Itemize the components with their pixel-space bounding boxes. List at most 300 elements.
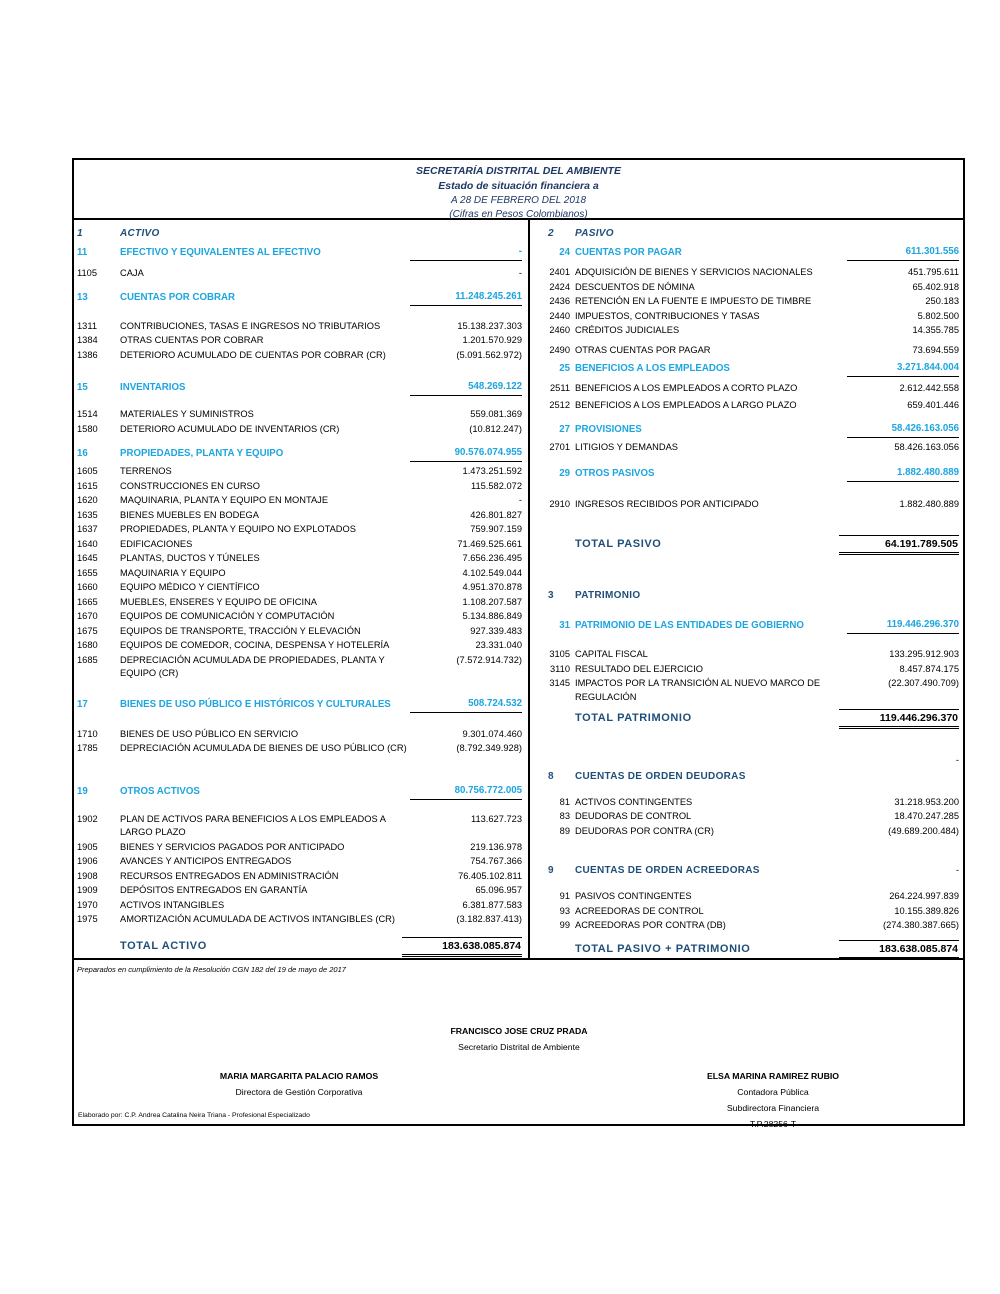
group-total-row (77, 245, 522, 263)
account-code: 93 (559, 905, 570, 916)
account-label: DEPRECIACIÓN ACUMULADA DE BIENES DE USO PÚBLICO (CR) (120, 743, 407, 753)
account-row (77, 493, 522, 508)
account-code: 2424 (549, 281, 570, 292)
account-row (548, 497, 959, 512)
section-row (548, 589, 959, 602)
account-label: PLAN DE ACTIVOS PARA BENEFICIOS A LOS EMPLEADOS A LARGO PLAZO (120, 813, 386, 837)
account-row (77, 854, 522, 869)
spacer-row (77, 756, 522, 784)
account-row (77, 638, 522, 653)
account-row (548, 309, 959, 324)
account-value: 65.402.918 (912, 281, 959, 292)
account-label: OTRAS CUENTAS POR COBRAR (120, 335, 264, 345)
account-row (548, 795, 959, 810)
account-value: 14.355.785 (912, 325, 959, 335)
account-row (548, 753, 959, 768)
account-code: 1514 (77, 409, 98, 419)
account-code: 1645 (77, 553, 98, 563)
account-value: 115.582.072 (470, 480, 522, 491)
account-code: 1785 (77, 743, 98, 753)
account-code: 16 (77, 448, 88, 459)
account-value: 1.882.480.889 (847, 466, 959, 482)
group-total-row (548, 422, 959, 440)
account-label: ACTIVO (120, 228, 160, 239)
account-code: 27 (559, 424, 570, 435)
account-code: 1384 (77, 335, 98, 345)
account-value: (49.689.200.484) (888, 825, 959, 836)
account-label: INVENTARIOS (120, 382, 186, 393)
account-label: TERRENOS (120, 466, 172, 476)
account-value: 73.694.559 (912, 344, 959, 355)
account-row (548, 343, 959, 358)
account-value: 6.381.877.583 (462, 899, 522, 910)
spacer-row (77, 802, 522, 812)
account-value: 4.102.549.044 (462, 567, 522, 578)
spacer-row (548, 933, 959, 938)
account-label: MAQUINARIA Y EQUIPO (120, 567, 226, 578)
account-label: CUENTAS DE ORDEN ACREEDORAS (575, 865, 760, 876)
account-row (77, 464, 522, 479)
account-label: RETENCIÓN EN LA FUENTE E IMPUESTO DE TIMBRE (575, 296, 812, 306)
account-label: PROPIEDADES, PLANTA Y EQUIPO (120, 448, 284, 459)
account-value: (22.307.490.709) (888, 678, 959, 688)
spacer-row (548, 783, 959, 795)
grand-total-row (548, 709, 959, 735)
account-code: 17 (77, 698, 88, 710)
account-label: BIENES DE USO PÚBLICO EN SERVICIO (120, 728, 299, 739)
account-value: 76.405.102.811 (458, 870, 522, 881)
signature-role-2: Subdirectora Financiera (726, 1103, 820, 1113)
account-row (548, 265, 959, 280)
statement-date: A 28 DE FEBRERO DEL 2018 (450, 195, 587, 206)
account-label: MAQUINARIA, PLANTA Y EQUIPO EN MONTAJE (120, 495, 329, 505)
account-row (548, 294, 959, 309)
compliance-footnote: Preparados en cumplimiento de la Resolución CGN 182 del 19 de mayo de 2017 (77, 965, 346, 974)
account-value: 31.218.953.200 (894, 796, 959, 807)
account-code: 1665 (77, 596, 98, 607)
section-row (77, 227, 522, 240)
account-label: OTROS PASIVOS (575, 467, 655, 479)
account-code: 89 (559, 825, 570, 836)
account-label: EQUIPOS DE COMUNICACIÓN Y COMPUTACIÓN (120, 611, 335, 621)
account-value: 5.802.500 (917, 310, 959, 321)
account-code: 1635 (77, 509, 98, 520)
account-value: (274.380.387.665) (883, 920, 959, 930)
account-label: CUENTAS POR COBRAR (120, 291, 235, 303)
account-row (548, 676, 959, 704)
group-total-row (77, 290, 522, 308)
account-code: 1685 (77, 654, 98, 665)
account-code: 2490 (549, 344, 570, 355)
spacer-row (77, 715, 522, 727)
account-row (77, 319, 522, 334)
account-label: DEUDORAS DE CONTROL (575, 811, 692, 821)
account-row (77, 727, 522, 742)
assets-column (74, 220, 530, 958)
account-code: 3 (548, 590, 554, 601)
account-value: 90.576.074.955 (410, 446, 522, 462)
account-label: ACTIVOS INTANGIBLES (120, 899, 225, 910)
spacer-row (548, 704, 959, 707)
account-value: 15.138.237.303 (457, 320, 522, 331)
account-label: CUENTAS POR PAGAR (575, 247, 682, 258)
account-label: PATRIMONIO (575, 590, 641, 601)
account-row (77, 653, 522, 681)
spacer-row (77, 436, 522, 446)
entity-name: SECRETARÍA DISTRITAL DEL AMBIENTE (416, 165, 621, 177)
account-code: 2460 (549, 325, 570, 335)
account-code: 1605 (77, 466, 98, 476)
account-value: 58.426.163.056 (894, 442, 959, 452)
account-row (548, 398, 959, 413)
account-row (548, 809, 959, 824)
group-total-row (77, 380, 522, 398)
statement-title: Estado de situación financiera a (438, 180, 599, 192)
account-value: (7.572.914.732) (456, 654, 522, 665)
spacer-row (548, 511, 959, 533)
account-label: INGRESOS RECIBIDOS POR ANTICIPADO (575, 498, 759, 509)
account-label: BENEFICIOS A LOS EMPLEADOS (575, 363, 730, 374)
account-label: PASIVO (575, 228, 614, 239)
account-row (548, 918, 959, 933)
spacer-row (77, 308, 522, 319)
signature-name: FRANCISCO JOSE CRUZ PRADA (450, 1026, 588, 1036)
account-code: 2 (548, 228, 554, 239)
account-code: 1906 (77, 856, 98, 866)
account-row (77, 898, 522, 913)
account-label: ACREEDORAS POR CONTRA (DB) (575, 920, 726, 930)
account-label: LITIGIOS Y DEMANDAS (575, 442, 678, 452)
statement-body (74, 220, 963, 960)
account-label: OTRAS CUENTAS POR PAGAR (575, 344, 711, 355)
account-value: 754.767.366 (470, 856, 522, 866)
account-value: 9.301.074.460 (462, 728, 522, 739)
account-label: DEPRECIACIÓN ACUMULADA DE PROPIEDADES, PLANTA Y EQUIPO (CR) (120, 654, 385, 678)
spacer-row (548, 636, 959, 647)
account-code: 1909 (77, 885, 98, 895)
account-label: RESULTADO DEL EJERCICIO (575, 663, 703, 674)
account-label: CONTRIBUCIONES, TASAS E INGRESOS NO TRIBUTARIOS (120, 320, 381, 331)
liabilities-equity-column (530, 220, 963, 958)
spacer-row (77, 681, 522, 697)
account-label: EQUIPOS DE TRANSPORTE, TRACCIÓN Y ELEVACIÓN (120, 625, 361, 636)
account-code: 1675 (77, 625, 98, 636)
account-code: 1908 (77, 870, 98, 881)
account-code: 11 (77, 247, 88, 258)
group-total-row (77, 784, 522, 802)
account-value: 80.756.772.005 (410, 784, 522, 800)
account-value: 10.155.389.826 (894, 905, 959, 916)
account-row (548, 647, 959, 662)
account-row (548, 904, 959, 919)
account-value: 927.339.483 (470, 625, 522, 636)
account-label: BIENES DE USO PÚBLICO E HISTÓRICOS Y CULTURALES (120, 698, 391, 710)
account-value: 2.612.442.558 (899, 383, 959, 393)
account-value: 426.801.827 (470, 509, 522, 520)
account-label: DETERIORO ACUMULADO DE CUENTAS POR COBRAR (CR) (120, 349, 386, 360)
account-label: DESCUENTOS DE NÓMINA (575, 281, 695, 292)
account-code: 2910 (549, 498, 570, 509)
account-value: 5.134.886.849 (462, 611, 522, 621)
account-code: 2701 (549, 442, 570, 452)
account-label: MUEBLES, ENSERES Y EQUIPO DE OFICINA (120, 596, 318, 607)
account-label: CUENTAS DE ORDEN DEUDORAS (575, 770, 746, 782)
account-row (77, 741, 522, 756)
spacer-row (548, 735, 959, 753)
account-value: 3.271.844.004 (847, 361, 959, 377)
spacer-row (77, 281, 522, 290)
group-total-row (77, 446, 522, 464)
account-row (77, 266, 522, 281)
account-value: 113.627.723 (470, 813, 522, 824)
group-total-row (548, 618, 959, 636)
account-value: 65.096.957 (475, 885, 522, 895)
account-label: ACREEDORAS DE CONTROL (575, 905, 704, 916)
account-code: 2512 (549, 399, 570, 410)
spacer-row (77, 927, 522, 935)
account-code: 24 (559, 247, 570, 258)
account-label: MATERIALES Y SUMINISTROS (120, 409, 254, 419)
account-value: 71.469.525.661 (457, 538, 522, 549)
account-value: 18.470.247.285 (894, 811, 959, 821)
account-label: CONSTRUCCIONES EN CURSO (120, 480, 260, 491)
account-label: TOTAL PASIVO (575, 538, 662, 550)
account-code: 1670 (77, 611, 98, 621)
spacer-row (548, 877, 959, 889)
account-code: 3105 (549, 649, 570, 659)
account-value: 8.457.874.175 (899, 663, 959, 674)
account-row (77, 508, 522, 523)
account-label: TOTAL PATRIMONIO (575, 712, 692, 724)
account-value: 1.108.207.587 (462, 596, 522, 607)
grand-total-row (77, 937, 522, 963)
spacer-row (548, 602, 959, 618)
account-value: 133.295.912.903 (889, 649, 959, 659)
account-code: 1615 (77, 480, 98, 491)
account-row (77, 333, 522, 348)
account-value: 1.473.251.592 (462, 466, 522, 476)
account-code: 83 (559, 811, 570, 821)
elaborated-by-note: Elaborado por: C.P. Andrea Catalina Neira Triana - Profesional Especializado (78, 1112, 310, 1119)
account-row (548, 440, 959, 455)
account-row (77, 840, 522, 855)
account-label: AVANCES Y ANTICIPOS ENTREGADOS (120, 856, 292, 866)
spacer-row (548, 412, 959, 422)
account-code: 13 (77, 291, 88, 303)
account-value: 659.401.446 (907, 399, 959, 410)
account-code: 1902 (77, 813, 98, 824)
account-label: TOTAL ACTIVO (120, 939, 207, 952)
account-value: 183.638.085.874 (839, 940, 959, 960)
account-code: 1905 (77, 841, 98, 852)
spacer-row (548, 561, 959, 587)
account-value: 183.638.085.874 (402, 937, 522, 957)
account-label: DEUDORAS POR CONTRA (CR) (575, 825, 714, 836)
account-code: 8 (548, 770, 554, 782)
account-value: 58.426.163.056 (847, 422, 959, 438)
spacer-row (548, 455, 959, 466)
signature-role: Contadora Pública (737, 1087, 809, 1097)
account-code: 31 (559, 620, 570, 631)
account-row (77, 422, 522, 437)
grand-total-row (548, 535, 959, 561)
account-code: 2511 (550, 383, 570, 393)
account-label: TOTAL PASIVO + PATRIMONIO (575, 942, 751, 955)
section-row (548, 770, 959, 783)
signature-role: Secretario Distrital de Ambiente (458, 1042, 580, 1052)
account-code: 1637 (77, 524, 98, 534)
signature-role: Directora de Gestión Corporativa (235, 1087, 363, 1097)
account-code: 3110 (550, 663, 570, 674)
account-label: DEPÓSITOS ENTREGADOS EN GARANTÍA (120, 885, 308, 895)
account-code: 19 (77, 785, 88, 797)
account-label: IMPACTOS POR LA TRANSICIÓN AL NUEVO MARCO DE REGULACIÓN (575, 678, 821, 702)
account-code: 1710 (77, 728, 98, 739)
signature-secretary (329, 1023, 709, 1055)
account-row (548, 662, 959, 677)
group-total-row (548, 245, 959, 263)
section-row (548, 227, 959, 240)
account-row (77, 624, 522, 639)
account-value: 264.224.997.839 (889, 891, 959, 901)
account-label: BIENES Y SERVICIOS PAGADOS POR ANTICIPADO (120, 841, 345, 852)
balance-sheet (72, 158, 965, 1129)
account-code: 29 (559, 467, 570, 479)
account-code: 2436 (549, 296, 570, 306)
account-code: 99 (559, 920, 570, 930)
account-value: - (955, 755, 959, 765)
account-code: 1580 (77, 423, 98, 434)
account-label: AMORTIZACIÓN ACUMULADA DE ACTIVOS INTANGIBLES (CR) (120, 914, 395, 924)
account-code: 3145 (549, 678, 570, 688)
account-row (77, 566, 522, 581)
group-total-row (77, 697, 522, 715)
account-code: 1975 (77, 914, 98, 924)
account-code: 1 (77, 228, 83, 239)
account-label: ACTIVOS CONTINGENTES (575, 796, 693, 807)
account-code: 91 (559, 891, 570, 901)
group-total-row (548, 466, 959, 484)
account-value: (8.792.349.928) (456, 743, 522, 753)
account-row (77, 479, 522, 494)
account-label: PROPIEDADES, PLANTA Y EQUIPO NO EXPLOTADOS (120, 524, 356, 534)
account-row (77, 522, 522, 537)
account-value: 4.951.370.878 (462, 582, 522, 592)
account-value: 23.331.040 (475, 640, 522, 650)
spacer-row (77, 398, 522, 407)
account-code: 15 (77, 382, 88, 393)
grand-total-row (548, 940, 959, 966)
account-label: BIENES MUEBLES EN BODEGA (120, 509, 259, 520)
section-row (548, 864, 959, 877)
account-row (77, 348, 522, 363)
account-row (77, 912, 522, 927)
account-row (77, 580, 522, 595)
group-total-row (548, 361, 959, 379)
account-row (77, 551, 522, 566)
account-code: 1680 (77, 640, 98, 650)
account-label: PLANTAS, DUCTOS Y TÚNELES (120, 553, 260, 563)
account-value: 611.301.556 (847, 245, 959, 261)
account-label: CRÉDITOS JUDICIALES (575, 325, 680, 335)
account-label: CAJA (120, 268, 144, 278)
account-row (77, 609, 522, 624)
account-code: 81 (559, 796, 570, 807)
account-code: 25 (559, 363, 570, 374)
account-value: 64.191.789.505 (839, 535, 959, 555)
account-label: PASIVOS CONTINGENTES (575, 891, 692, 901)
account-row (77, 883, 522, 898)
account-value: (3.182.837.413) (456, 914, 522, 924)
account-label: DETERIORO ACUMULADO DE INVENTARIOS (CR) (120, 423, 340, 434)
account-value: 508.724.532 (410, 697, 522, 713)
signature-name: MARIA MARGARITA PALACIO RAMOS (219, 1071, 379, 1081)
account-row (77, 407, 522, 422)
signature-accountant (623, 1068, 923, 1132)
signature-director (149, 1068, 449, 1100)
account-label: BENEFICIOS A LOS EMPLEADOS A CORTO PLAZO (575, 383, 798, 393)
account-value: (10.812.247) (469, 423, 522, 434)
account-value: 7.656.236.495 (462, 553, 522, 563)
spacer-row (77, 362, 522, 380)
account-row (77, 537, 522, 552)
account-value: 1.882.480.889 (899, 498, 959, 509)
account-value: 119.446.296.370 (839, 709, 959, 729)
spacer-row (548, 838, 959, 862)
account-row (77, 812, 522, 840)
account-value: 559.081.369 (470, 409, 522, 419)
account-value: 1.201.570.929 (462, 335, 522, 345)
account-value: (5.091.562.972) (456, 349, 522, 360)
account-label: EQUIPOS DE COMEDOR, COCINA, DESPENSA Y HOTELERÍA (120, 640, 390, 650)
account-code: 1311 (77, 320, 97, 331)
account-row (548, 280, 959, 295)
account-row (77, 869, 522, 884)
account-value: 219.136.978 (470, 841, 522, 852)
account-label: OTROS ACTIVOS (120, 785, 200, 797)
account-label: ADQUISICIÓN DE BIENES Y SERVICIOS NACIONALES (575, 267, 813, 277)
account-code: 9 (548, 865, 554, 876)
account-code: 1655 (77, 567, 98, 578)
account-label: PROVISIONES (575, 424, 642, 435)
account-code: 1620 (77, 495, 98, 505)
account-row (548, 323, 959, 338)
account-row (548, 381, 959, 396)
account-code: 1105 (77, 268, 97, 278)
account-value: 119.446.296.370 (847, 618, 959, 634)
account-value: 250.183 (925, 296, 959, 306)
account-label: EFECTIVO Y EQUIVALENTES AL EFECTIVO (120, 247, 321, 258)
account-value: 451.795.611 (907, 267, 959, 277)
account-value: - (518, 268, 522, 278)
account-label: EDIFICACIONES (120, 538, 193, 549)
units-note: (Cifras en Pesos Colombianos) (449, 209, 588, 220)
account-code: 1970 (77, 899, 98, 910)
account-label: PATRIMONIO DE LAS ENTIDADES DE GOBIERNO (575, 620, 804, 631)
signature-license: T.P.28256-T (749, 1119, 797, 1129)
account-label: BENEFICIOS A LOS EMPLEADOS A LARGO PLAZO (575, 399, 797, 410)
account-value: - (955, 865, 959, 875)
account-row (77, 595, 522, 610)
account-value: 548.269.122 (410, 380, 522, 396)
account-row (548, 889, 959, 904)
account-value: - (410, 245, 522, 261)
account-label: IMPUESTOS, CONTRIBUCIONES Y TASAS (575, 310, 760, 321)
account-label: EQUIPO MÉDICO Y CIENTÍFICO (120, 582, 260, 592)
account-code: 1640 (77, 538, 98, 549)
signature-name: ELSA MARINA RAMIREZ RUBIO (706, 1071, 840, 1081)
account-value: 11.248.245.261 (410, 290, 522, 306)
